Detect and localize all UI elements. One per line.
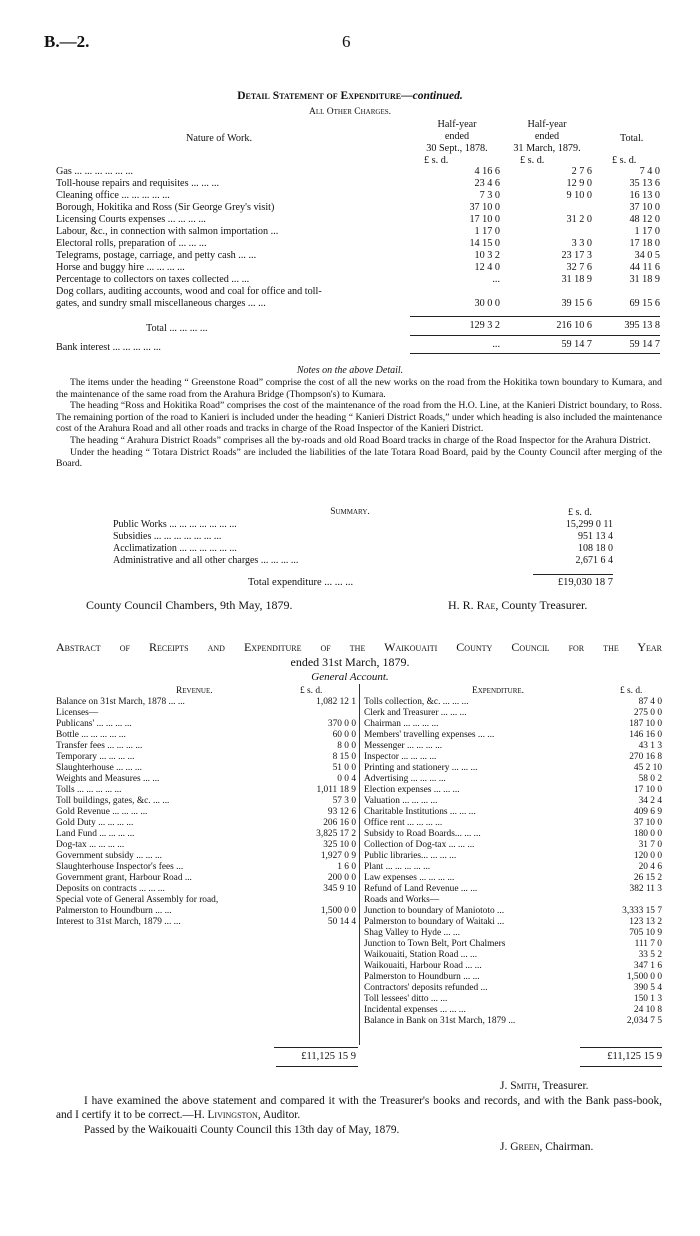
detail-row <box>56 298 660 310</box>
expenditure-value: 146 16 0 <box>629 730 662 740</box>
detail-row <box>56 226 660 238</box>
revenue-value <box>292 895 356 906</box>
expenditure-label: Members' travelling expenses ... ... <box>364 730 495 740</box>
treasurer-signature: J. Smith, Treasurer. <box>500 1080 589 1092</box>
expenditure-label: Public libraries... ... ... ... <box>364 851 457 861</box>
revenue-row <box>56 785 356 796</box>
expenditure-row <box>364 763 662 774</box>
detail-label: Horse and buggy hire ... ... ... ... <box>56 262 185 273</box>
expenditure-label: Subsidy to Road Boards... ... ... <box>364 829 481 839</box>
revenue-value: 50 14 4 <box>327 917 356 927</box>
revenue-row <box>56 807 356 818</box>
col-total: Total. <box>620 133 644 144</box>
revenue-value: 8 0 0 <box>337 741 356 751</box>
detail-half-year-1: 1 17 0 <box>474 226 500 237</box>
revenue-row <box>56 719 356 730</box>
revenue-label: Deposits on contracts ... ... ... <box>56 884 165 894</box>
expenditure-row <box>364 994 662 1005</box>
revenue-value: 206 16 0 <box>323 818 356 828</box>
detail-table <box>56 166 660 354</box>
summary-total-label: Total expenditure ... ... ... <box>248 577 354 588</box>
col-half-year-1: Half-year ended 30 Sept., 1878. <box>426 119 488 154</box>
revenue-label: Government subsidy ... ... ... <box>56 851 162 861</box>
revenue-value: 1,011 18 9 <box>316 785 356 795</box>
revenue-label: Government grant, Harbour Road ... <box>56 873 192 883</box>
expenditure-label: Roads and Works— <box>364 895 440 905</box>
summary-value: 15,299 0 11 <box>565 519 613 530</box>
revenue-value: 8 15 0 <box>332 752 356 762</box>
detail-label: Licensing Courts expenses ... ... ... ... <box>56 214 206 225</box>
summary-total-value: £19,030 18 7 <box>557 577 613 588</box>
expenditure-value: 87 4 0 <box>638 697 662 707</box>
column-divider <box>359 684 360 1045</box>
expenditure-label: Printing and stationery ... ... ... <box>364 763 478 773</box>
expenditure-label: Charitable Institutions ... ... ... <box>364 807 476 817</box>
revenue-label: Balance on 31st March, 1878 ... ... <box>56 697 185 707</box>
auditor-certificate: I have examined the above statement and compared it with the Treasurer's books and records, and with the Bank pass-book, and I certify it to be correct.—H. Livingston, Auditor. <box>56 1095 662 1121</box>
detail-total: 37 10 0 <box>629 202 660 213</box>
expenditure-row <box>364 939 662 950</box>
detail-subtitle: All Other Charges. <box>308 107 391 117</box>
detail-row <box>56 166 660 178</box>
detail-total: 17 18 0 <box>629 238 660 249</box>
revenue-value: 370 0 0 <box>327 719 356 729</box>
expenditure-row <box>364 884 662 895</box>
detail-half-year-2: 39 15 6 <box>561 298 592 309</box>
detail-total: 44 11 6 <box>629 262 660 273</box>
units-3: £ s. d. <box>612 155 637 166</box>
detail-half-year-1 <box>410 286 500 298</box>
detail-total-grand: 395 13 8 <box>592 316 660 335</box>
summary-units: £ s. d. <box>568 507 592 518</box>
detail-total-label: Total ... ... ... ... <box>146 323 208 334</box>
expenditure-row <box>364 829 662 840</box>
revenue-label: Palmerston to Houndburn ... ... <box>56 906 172 916</box>
revenue-row <box>56 752 356 763</box>
revenue-value: 1,082 12 1 <box>316 697 356 707</box>
summary-label: Administrative and all other charges ... ... ... ... <box>113 555 299 566</box>
revenue-total: £11,125 15 9 <box>301 1051 356 1062</box>
expenditure-label: Plant ... ... ... ... ... <box>364 862 431 872</box>
detail-half-year-2: 12 9 0 <box>566 178 592 189</box>
revenue-label: Bottle ... ... ... ... ... <box>56 730 126 740</box>
expenditure-row <box>364 697 662 708</box>
expenditure-value: 31 7 0 <box>638 840 662 850</box>
expenditure-value: 382 11 3 <box>629 884 662 894</box>
summary-row <box>113 531 613 543</box>
detail-total-half-2: 216 10 6 <box>500 316 592 335</box>
revenue-row <box>56 895 356 906</box>
revenue-label: Temporary ... ... ... ... <box>56 752 135 762</box>
expenditure-label: Chairman ... ... ... ... <box>364 719 439 729</box>
detail-half-year-2: 32 7 6 <box>566 262 592 273</box>
detail-label: Electoral rolls, preparation of ... ... ... <box>56 238 207 249</box>
expenditure-row <box>364 928 662 939</box>
revenue-label: Gold Duty ... ... ... ... <box>56 818 134 828</box>
expenditure-total-rule <box>580 1047 662 1048</box>
expenditure-value: 390 5 4 <box>633 983 662 993</box>
chambers-date: County Council Chambers, 9th May, 1879. <box>86 598 293 612</box>
detail-total: 69 15 6 <box>629 298 660 309</box>
bank-half-2: 59 14 7 <box>500 339 592 354</box>
expenditure-value: 705 10 9 <box>629 928 662 938</box>
expenditure-label: Junction to boundary of Maniototo ... <box>364 906 505 916</box>
expenditure-label: Valuation ... ... ... ... <box>364 796 438 806</box>
note-greenstone: The items under the heading “ Greenstone Road” comprise the cost of all the new works on the road from the Hokitika town boundary to Kumara, and the maintenance of the same road from the Arahura Bridge (Thompson's) to Kumara. <box>56 377 662 400</box>
detail-label: Gas ... ... ... ... ... ... <box>56 166 133 177</box>
summary-value: 2,671 6 4 <box>575 555 613 566</box>
summary-label: Public Works ... ... ... ... ... ... ... <box>113 519 237 530</box>
expenditure-value: 3,333 15 7 <box>622 906 662 916</box>
revenue-row <box>56 708 356 719</box>
expenditure-value: 409 6 9 <box>633 807 662 817</box>
detail-half-year-1: 17 10 0 <box>469 214 500 225</box>
detail-total: 35 13 6 <box>629 178 660 189</box>
expenditure-value: 120 0 0 <box>633 851 662 861</box>
expenditure-label: Contractors' deposits refunded ... <box>364 983 488 993</box>
expenditure-value: 20 4 6 <box>638 862 662 872</box>
expenditure-row <box>364 807 662 818</box>
revenue-value: 51 0 0 <box>332 763 356 773</box>
revenue-row <box>56 906 356 917</box>
detail-label: gates, and sundry small miscellaneous charges ... ... <box>56 298 266 309</box>
detail-half-year-1: 23 4 6 <box>474 178 500 189</box>
expenditure-row <box>364 730 662 741</box>
detail-row <box>56 190 660 202</box>
summary-table <box>113 519 613 567</box>
expenditure-label: Messenger ... ... ... ... <box>364 741 443 751</box>
abstract-title-2: ended 31st March, 1879. <box>290 655 410 669</box>
expenditure-row <box>364 906 662 917</box>
revenue-value <box>292 708 356 719</box>
detail-row <box>56 262 660 274</box>
detail-half-year-1: 30 0 0 <box>474 298 500 309</box>
revenue-heading: Revenue. <box>176 686 213 696</box>
expenditure-value <box>596 895 662 906</box>
expenditure-value: 187 10 0 <box>629 719 662 729</box>
revenue-label: Toll buildings, gates, &c. ... ... <box>56 796 170 806</box>
revenue-label: Slaughterhouse ... ... ... <box>56 763 142 773</box>
revenue-label: Special vote of General Assembly for road, <box>56 895 219 905</box>
detail-row <box>56 274 660 286</box>
bank-half-1: ... <box>410 339 500 354</box>
revenue-value: 325 10 0 <box>323 840 356 850</box>
revenue-row <box>56 840 356 851</box>
expenditure-label: Incidental expenses ... ... ... <box>364 1005 466 1015</box>
detail-label: Dog collars, auditing accounts, wood and coal for office and toll- <box>56 286 322 297</box>
revenue-units: £ s. d. <box>300 686 323 696</box>
revenue-row <box>56 763 356 774</box>
revenue-label: Licenses— <box>56 708 99 718</box>
expenditure-label: Refund of Land Revenue ... ... <box>364 884 478 894</box>
revenue-row <box>56 884 356 895</box>
expenditure-value: 123 13 2 <box>629 917 662 927</box>
expenditure-label: Toll lessees' ditto ... ... <box>364 994 448 1004</box>
bank-interest-label: Bank interest ... ... ... ... ... <box>56 341 161 353</box>
detail-half-year-1: 37 10 0 <box>469 202 500 213</box>
expenditure-value: 17 10 0 <box>633 785 662 795</box>
expenditure-value: 180 0 0 <box>633 829 662 839</box>
detail-label: Toll-house repairs and requisites ... ... ... <box>56 178 220 189</box>
page-number: 6 <box>342 32 351 51</box>
summary-row <box>113 519 613 531</box>
revenue-value: 57 3 0 <box>332 796 356 806</box>
revenue-value: 60 0 0 <box>332 730 356 740</box>
detail-half-year-2 <box>500 226 592 238</box>
detail-row <box>56 238 660 250</box>
expenditure-label: Collection of Dog-tax ... ... ... <box>364 840 475 850</box>
revenue-table <box>56 697 356 928</box>
expenditure-row <box>364 895 662 906</box>
expenditure-row <box>364 774 662 785</box>
revenue-value: 345 9 10 <box>323 884 356 894</box>
county-treasurer-signature: H. R. Rae, County Treasurer. <box>448 598 588 612</box>
expenditure-row <box>364 719 662 730</box>
detail-half-year-1: ... <box>492 274 500 285</box>
revenue-row <box>56 851 356 862</box>
detail-half-year-2: 2 7 6 <box>571 166 592 177</box>
note-totara: Under the heading “ Totara District Roads” are included the liabilities of the late Totara Road Board, paid by the County Council after merging of the Board. <box>56 446 662 470</box>
detail-half-year-2 <box>500 286 592 298</box>
expenditure-label: Office rent ... ... ... ... <box>364 818 443 828</box>
expenditure-label: Waikouaiti, Station Road ... ... <box>364 950 478 960</box>
expenditure-label: Palmerston to Houndburn ... ... <box>364 972 480 982</box>
abstract-title: Abstract of Receipts and Expenditure of the Waikouaiti County Council for the Year <box>56 640 662 654</box>
detail-half-year-2: 31 2 0 <box>566 214 592 225</box>
expenditure-value: 2,034 7 5 <box>626 1016 662 1026</box>
expenditure-value: 150 1 3 <box>633 994 662 1004</box>
general-account-title: General Account. <box>311 671 389 683</box>
detail-row <box>56 250 660 262</box>
expenditure-row <box>364 752 662 763</box>
notes-body <box>56 377 662 470</box>
summary-label: Acclimatization ... ... ... ... ... ... <box>113 543 237 554</box>
expenditure-row <box>364 1005 662 1016</box>
revenue-total-underline <box>276 1066 358 1067</box>
revenue-label: Interest to 31st March, 1879 ... ... <box>56 917 181 927</box>
col-nature-of-work: Nature of Work. <box>186 133 253 144</box>
revenue-label: Gold Revenue ... ... ... ... <box>56 807 148 817</box>
summary-row <box>113 555 613 567</box>
revenue-row <box>56 818 356 829</box>
expenditure-value: 34 2 4 <box>638 796 662 806</box>
detail-row <box>56 202 660 214</box>
detail-label: Percentage to collectors on taxes collected ... ... <box>56 274 250 285</box>
detail-total: 7 4 0 <box>639 166 660 177</box>
expenditure-row <box>364 983 662 994</box>
revenue-row <box>56 730 356 741</box>
expenditure-label: Balance in Bank on 31st March, 1879 ... <box>364 1016 516 1026</box>
revenue-value: 3,825 17 2 <box>316 829 356 839</box>
revenue-value: 1,500 0 0 <box>320 906 356 916</box>
detail-total: 48 12 0 <box>629 214 660 225</box>
detail-half-year-1: 7 3 0 <box>479 190 500 201</box>
expenditure-row <box>364 917 662 928</box>
detail-half-year-2: 23 17 3 <box>561 250 592 261</box>
units-2: £ s. d. <box>520 155 545 166</box>
revenue-label: Land Fund ... ... ... ... <box>56 829 135 839</box>
expenditure-label: Shag Valley to Hyde ... ... <box>364 928 460 938</box>
detail-total-half-1: 129 3 2 <box>410 316 500 335</box>
chairman-signature: J. Green, Chairman. <box>500 1141 594 1153</box>
expenditure-row <box>364 818 662 829</box>
detail-total: 1 17 0 <box>634 226 660 237</box>
detail-label: Borough, Hokitika and Ross (Sir George Grey's visit) <box>56 202 275 213</box>
summary-rule <box>533 574 613 575</box>
detail-half-year-1: 10 3 2 <box>474 250 500 261</box>
revenue-value: 1,927 0 9 <box>320 851 356 861</box>
expenditure-value: 45 2 10 <box>633 763 662 773</box>
expenditure-units: £ s. d. <box>620 686 643 696</box>
detail-half-year-2: 31 18 9 <box>561 274 592 285</box>
detail-total <box>592 286 660 298</box>
expenditure-heading: Expenditure. <box>472 686 525 696</box>
expenditure-label: Tolls collection, &c. ... ... ... <box>364 697 469 707</box>
expenditure-value: 111 7 0 <box>634 939 662 949</box>
detail-half-year-2: 3 3 0 <box>571 238 592 249</box>
revenue-row <box>56 917 356 928</box>
col-half-year-2: Half-year ended 31 March, 1879. <box>513 119 581 154</box>
expenditure-value: 347 1 6 <box>633 961 662 971</box>
detail-label: Telegrams, postage, carriage, and petty cash ... ... <box>56 250 257 261</box>
revenue-value: 0 0 4 <box>337 774 356 784</box>
expenditure-value: 58 0 2 <box>638 774 662 784</box>
expenditure-row <box>364 708 662 719</box>
expenditure-value: 37 10 0 <box>633 818 662 828</box>
summary-value: 108 18 0 <box>578 543 613 554</box>
bank-interest-row <box>56 339 660 354</box>
note-arahura: The heading “ Arahura District Roads” comprises all the by-roads and old Road Board tracks in charge of the Road Inspector for the Arahura District. <box>70 434 651 446</box>
note-ross-hokitika: The heading “Ross and Hokitika Road” comprises the cost of the maintenance of the road from the H.O. Line, at the Kanieri District boundary, to Ross. The remaining portion of the road to Kanieri is included under the heading “ Kanieri District Roads,” under which heading is also included the maintenance cost of the Arahura Road and all other roads and tracks in charge of the Road Inspector of the Kanieri District. <box>56 400 662 435</box>
revenue-total-rule <box>274 1047 358 1048</box>
expenditure-row <box>364 862 662 873</box>
revenue-label: Transfer fees ... ... ... ... <box>56 741 143 751</box>
detail-total-row <box>56 316 660 335</box>
revenue-label: Slaughterhouse Inspector's fees ... <box>56 862 184 872</box>
expenditure-label: Advertising ... ... ... ... <box>364 774 446 784</box>
detail-label: Labour, &c., in connection with salmon importation ... <box>56 226 279 237</box>
revenue-row <box>56 873 356 884</box>
expenditure-row <box>364 873 662 884</box>
expenditure-label: Clerk and Treasurer ... ... ... <box>364 708 467 718</box>
revenue-label: Weights and Measures ... ... <box>56 774 160 784</box>
passed-statement: Passed by the Waikouaiti County Council this 13th day of May, 1879. <box>84 1124 400 1136</box>
revenue-row <box>56 796 356 807</box>
revenue-row <box>56 741 356 752</box>
expenditure-table <box>364 697 662 1027</box>
detail-half-year-1: 12 4 0 <box>474 262 500 273</box>
detail-total: 31 18 9 <box>629 274 660 285</box>
page-reference: B.—2. <box>44 32 90 51</box>
expenditure-value: 275 0 0 <box>633 708 662 718</box>
detail-half-year-2 <box>500 202 592 214</box>
expenditure-label: Junction to Town Belt, Port Chalmers <box>364 939 506 949</box>
expenditure-value: 26 15 2 <box>633 873 662 883</box>
expenditure-value: 33 5 2 <box>638 950 662 960</box>
detail-title: Detail Statement of Expenditure—continued. <box>237 90 463 102</box>
expenditure-row <box>364 961 662 972</box>
detail-half-year-1: 4 16 6 <box>474 166 500 177</box>
summary-row <box>113 543 613 555</box>
summary-title: Summary. <box>330 507 370 517</box>
expenditure-total-underline <box>580 1066 662 1067</box>
units-1: £ s. d. <box>424 155 449 166</box>
expenditure-label: Palmerston to boundary of Waitaki ... <box>364 917 505 927</box>
detail-half-year-1: 14 15 0 <box>469 238 500 249</box>
expenditure-label: Election expenses ... ... ... <box>364 785 460 795</box>
expenditure-total: £11,125 15 9 <box>607 1051 662 1062</box>
detail-total: 34 0 5 <box>634 250 660 261</box>
expenditure-row <box>364 972 662 983</box>
expenditure-row <box>364 1016 662 1027</box>
detail-row <box>56 178 660 190</box>
expenditure-label: Waikouaiti, Harbour Road ... ... <box>364 961 482 971</box>
expenditure-label: Inspector ... ... ... ... <box>364 752 437 762</box>
detail-label: Cleaning office ... ... ... ... ... <box>56 190 170 201</box>
revenue-value: 1 6 0 <box>337 862 356 872</box>
expenditure-row <box>364 741 662 752</box>
bank-total: 59 14 7 <box>592 339 660 354</box>
revenue-row <box>56 829 356 840</box>
expenditure-value: 24 10 8 <box>633 1005 662 1015</box>
expenditure-value: 270 16 8 <box>629 752 662 762</box>
expenditure-row <box>364 950 662 961</box>
expenditure-value: 43 1 3 <box>638 741 662 751</box>
revenue-row <box>56 697 356 708</box>
expenditure-row <box>364 796 662 807</box>
revenue-value: 200 0 0 <box>327 873 356 883</box>
summary-value: 951 13 4 <box>578 531 613 542</box>
revenue-row <box>56 774 356 785</box>
notes-title: Notes on the above Detail. <box>296 365 404 376</box>
revenue-label: Dog-tax ... ... ... ... <box>56 840 125 850</box>
detail-total: 16 13 0 <box>629 190 660 201</box>
revenue-label: Publicans' ... ... ... ... <box>56 719 132 729</box>
detail-row <box>56 286 660 298</box>
revenue-row <box>56 862 356 873</box>
expenditure-value: 1,500 0 0 <box>626 972 662 982</box>
detail-row <box>56 214 660 226</box>
expenditure-row <box>364 851 662 862</box>
revenue-label: Tolls ... ... ... ... ... <box>56 785 122 795</box>
revenue-value: 93 12 6 <box>327 807 356 817</box>
expenditure-row <box>364 840 662 851</box>
detail-half-year-2: 9 10 0 <box>566 190 592 201</box>
expenditure-label: Law expenses ... ... ... ... <box>364 873 455 883</box>
summary-label: Subsidies ... ... ... ... ... ... ... <box>113 531 222 542</box>
expenditure-row <box>364 785 662 796</box>
